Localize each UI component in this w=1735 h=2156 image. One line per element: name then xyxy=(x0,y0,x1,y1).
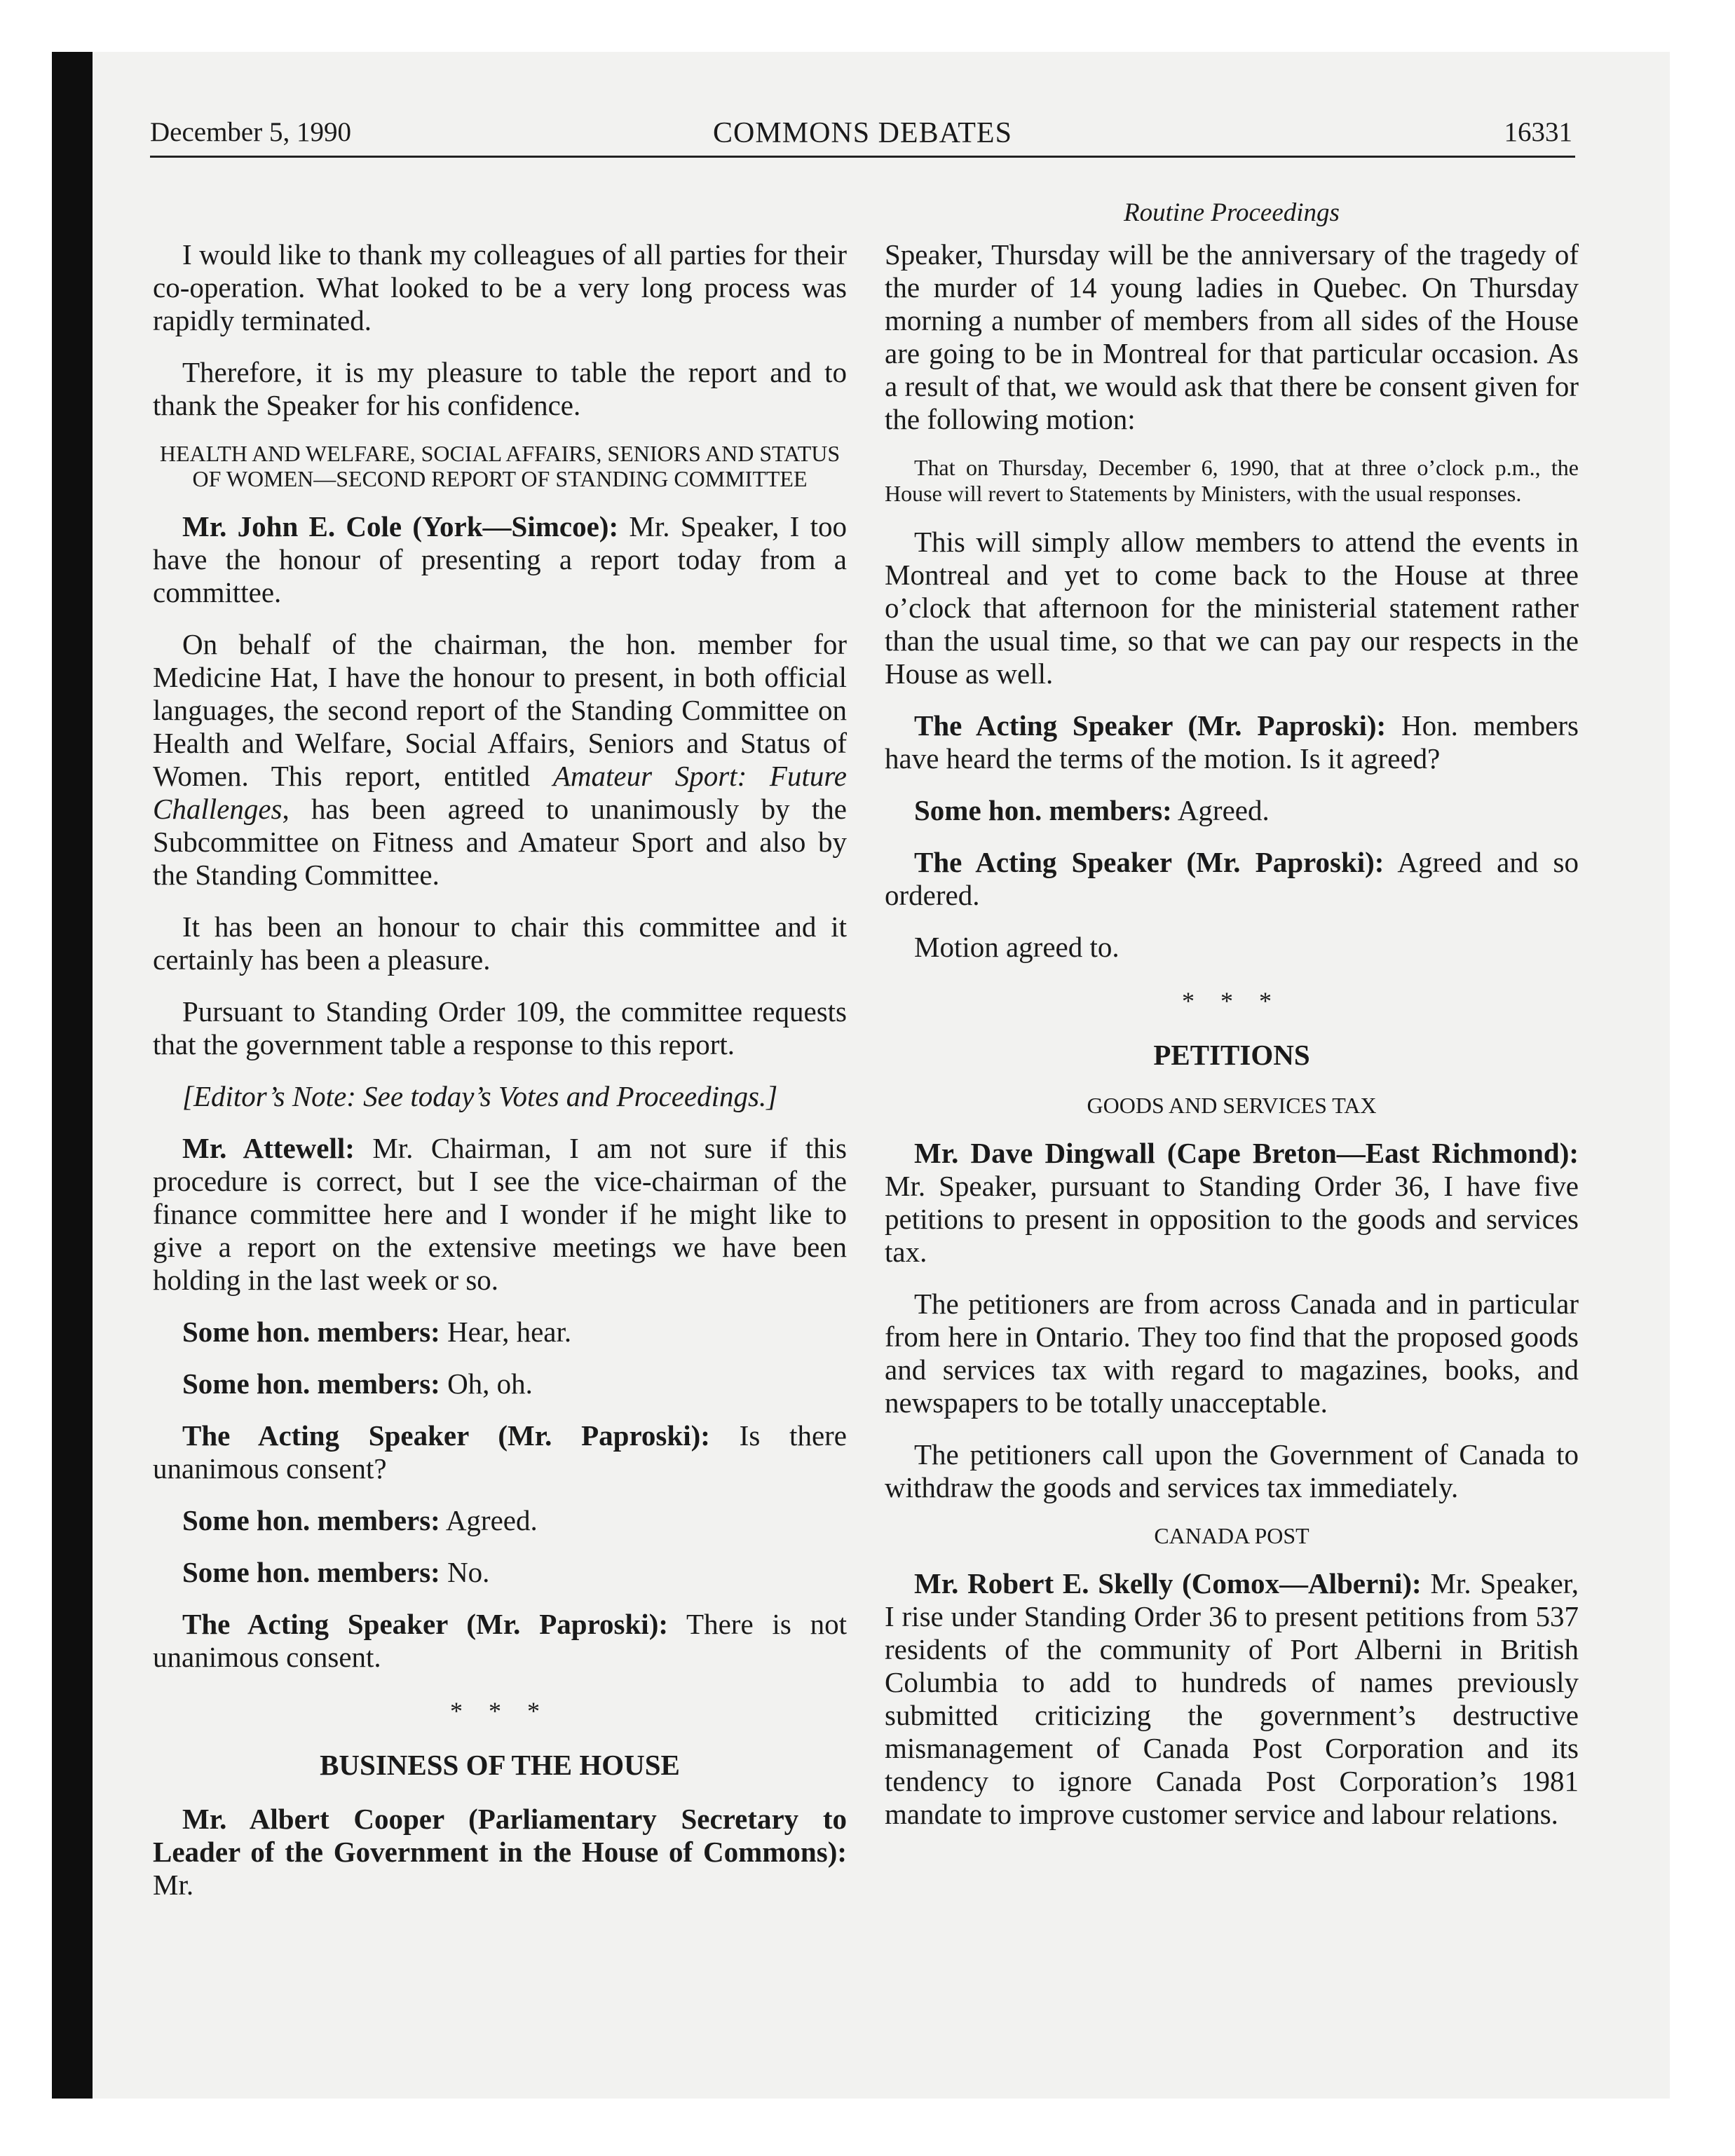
report-title: Amateur Sport: Future Challenges xyxy=(153,760,847,825)
speech-text: No. xyxy=(440,1556,490,1588)
speaker-name: Mr. Albert Cooper (Parliamentary Secretary to Leader of the Government in the House of Commons): xyxy=(153,1803,847,1868)
speech-text: Is there unanimous consent? xyxy=(153,1419,847,1485)
header-title: COMMONS DEBATES xyxy=(713,117,1012,149)
speech-text: Mr. xyxy=(153,1869,194,1901)
section-subheading: HEALTH AND WELFARE, SOCIAL AFFAIRS, SENIORS AND STATUS OF WOMEN—SECOND REPORT OF STANDING COMMITTEE xyxy=(159,441,841,491)
speaker-name: Some hon. members: xyxy=(182,1556,440,1588)
speech xyxy=(153,1504,847,1537)
speech-text: Hear, hear. xyxy=(440,1316,572,1348)
speech xyxy=(885,794,1579,827)
speech-text: Hon. members have heard the terms of the motion. Is it agreed? xyxy=(885,709,1579,775)
paragraph: Pursuant to Standing Order 109, the committee requests that the government table a response to this report. xyxy=(153,995,847,1060)
speech xyxy=(153,1608,847,1674)
speech-text: There is not unanimous consent. xyxy=(153,1608,847,1673)
header-date: December 5, 1990 xyxy=(150,117,351,147)
speaker-name: Some hon. members: xyxy=(182,1316,440,1348)
paragraph: It has been an honour to chair this committee and it certainly has been a pleasure. xyxy=(153,910,847,976)
speaker-name: Mr. Robert E. Skelly (Comox—Alberni): xyxy=(914,1567,1422,1599)
binding-edge xyxy=(52,52,93,2099)
speech-text: Mr. Speaker, I rise under Standing Order 36 to present petitions from 537 residents of the community of Port Alberni in British Columbia to add to hundreds of names previously submitted criticizing the government’s destructive mismanagement of Canada Post Corporation and its tendency to ignore Canada Post Corporation’s 1981 mandate to improve customer service and labour relations. xyxy=(885,1567,1579,1830)
speech xyxy=(885,846,1579,912)
section-heading: BUSINESS OF THE HOUSE xyxy=(320,1749,680,1781)
speech-text: Agreed. xyxy=(1171,794,1270,826)
speech xyxy=(153,1316,847,1349)
speech xyxy=(153,1367,847,1400)
speech-text: Agreed and so ordered. xyxy=(885,846,1579,911)
paragraph-text: , has been agreed to unanimously by the Subcommittee on Fitness and Amateur Sport and also by the Standing Committee. xyxy=(153,793,847,891)
speech xyxy=(153,1803,847,1902)
editors-note xyxy=(153,1080,847,1113)
speaker-name: Some hon. members: xyxy=(182,1504,440,1536)
speech-text: Agreed. xyxy=(440,1504,538,1536)
speaker-name: The Acting Speaker (Mr. Paproski): xyxy=(914,709,1387,742)
paragraph: The petitioners are from across Canada and in particular from here in Ontario. They too find that the proposed goods and services tax with regard to magazines, books, and newspapers to be totally unacceptable. xyxy=(885,1288,1579,1419)
left-column xyxy=(153,238,847,1920)
section-subheading: CANADA POST xyxy=(1154,1523,1309,1548)
section-heading: PETITIONS xyxy=(1153,1039,1310,1071)
paragraph: Speaker, Thursday will be the anniversary of the tragedy of the murder of 14 young ladies in Quebec. On Thursday morning a number of members from all sides of the House are going to be in Montreal for that particular occasion. As a result of that, we would ask that there be consent given for the following motion: xyxy=(885,238,1579,435)
speech xyxy=(153,1556,847,1589)
speech xyxy=(153,1132,847,1297)
page-number: 16331 xyxy=(1504,117,1572,147)
paragraph: This will simply allow members to attend the events in Montreal and yet to come back to the House at three o’clock that afternoon for the ministerial statement rather than the usual time, so that we can pay our respects in the House as well. xyxy=(885,526,1579,690)
speech-text: Mr. Chairman, I am not sure if this procedure is correct, but I see the vice-chairman of the finance committee here and I wonder if he might like to give a report on the extensive meetings we have been holding in the last week or so. xyxy=(153,1132,848,1296)
speech-text: Mr. Speaker, pursuant to Standing Order 36, I have five petitions to present in opposition to the goods and services tax. xyxy=(885,1170,1579,1268)
editors-note-text: [Editor’s Note: See today’s Votes and Proceedings.] xyxy=(182,1080,778,1112)
speech xyxy=(885,1137,1579,1269)
speech-text: Oh, oh. xyxy=(440,1367,533,1400)
paragraph: The petitioners call upon the Government of Canada to withdraw the goods and services tax immediately. xyxy=(885,1438,1579,1503)
section-separator: * * * xyxy=(1182,987,1281,1015)
speaker-name: Mr. Attewell: xyxy=(182,1132,355,1164)
speech-text: Mr. Speaker, I too have the honour of presenting a report today from a committee. xyxy=(153,510,847,608)
speech xyxy=(885,1567,1579,1831)
speaker-name: The Acting Speaker (Mr. Paproski): xyxy=(182,1608,668,1640)
paragraph: I would like to thank my colleagues of all parties for their co-operation. What looked to be a very long process was rapidly terminated. xyxy=(153,238,847,336)
paragraph: Motion agreed to. xyxy=(914,931,1120,963)
speaker-name: The Acting Speaker (Mr. Paproski): xyxy=(182,1419,710,1452)
speech xyxy=(153,1419,847,1485)
speech xyxy=(885,709,1579,775)
section-subheading: GOODS AND SERVICES TAX xyxy=(1087,1093,1377,1118)
speaker-name: Some hon. members: xyxy=(182,1367,440,1400)
running-head: Routine Proceedings xyxy=(1124,198,1340,227)
paragraph: Therefore, it is my pleasure to table the report and to thank the Speaker for his confidence. xyxy=(153,356,847,421)
speaker-name: Some hon. members: xyxy=(914,794,1172,826)
right-column xyxy=(885,238,1579,1850)
speaker-name: The Acting Speaker (Mr. Paproski): xyxy=(914,846,1384,878)
paragraph-text: On behalf of the chairman, the hon. member for Medicine Hat, I have the honour to present, in both official languages, the second report of the Standing Committee on Health and Welfare, Social Affairs, Seniors and Status of Women. This report, entitled xyxy=(153,628,847,792)
speaker-name: Mr. Dave Dingwall (Cape Breton—East Richmond): xyxy=(914,1137,1579,1169)
speech xyxy=(153,510,847,609)
speaker-name: Mr. John E. Cole (York—Simcoe): xyxy=(182,510,619,543)
paragraph xyxy=(153,628,847,892)
page-header xyxy=(150,116,1575,158)
motion-text: That on Thursday, December 6, 1990, that at three o’clock p.m., the House will revert to Statements by Ministers, with the usual responses. xyxy=(885,455,1579,506)
section-separator: * * * xyxy=(450,1697,550,1725)
